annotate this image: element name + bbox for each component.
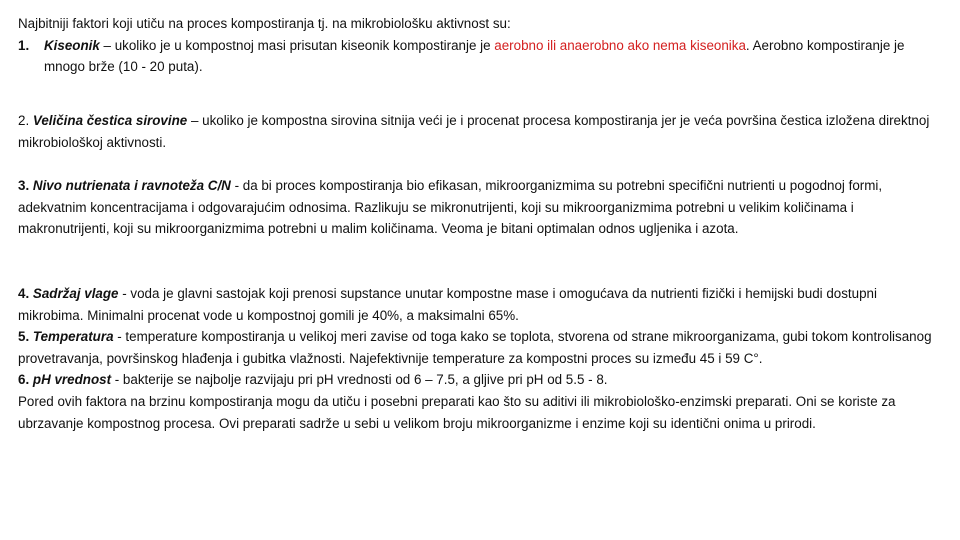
intro-heading: Najbitniji faktori koji utiču na proces kompostiranja tj. na mikrobiološku aktivnost su: [18,16,511,31]
item-number: 6. [18,372,30,388]
factors-block [18,283,938,434]
item-term: Veličina čestica sirovine [32,113,188,128]
item-number: 4. [18,286,30,301]
item-number: 2. [18,113,30,128]
highlight-text: aerobno ili anaerobno ako nema kiseonika [494,37,746,53]
closing-paragraph: Pored ovih faktora na brzinu kompostiranja mogu da utiču i posebni preparati kao što su aditivi ili mikrobiološko-enzimski preparati. Oni se koriste za ubrzavanje kompostnog procesa. Ovi preparati sadrže u sebi u velikom broju mikroorganizme i enzime koji su identični onima u prirodi. [18,393,896,431]
item-velicina-cestica [18,110,938,153]
item-kiseonik [18,35,938,78]
item-text: – ukoliko je u kompostnoj masi prisutan kiseonik kompostiranje je [99,37,495,53]
item-number: 5. [18,329,30,345]
item-text: - da bi proces kompostiranja bio efikasan, mikroorganizmima su potrebni specifični nutrienti u pogodnoj formi, adekvatnim koncentracijama i odgovarajućim odnosima. Razlikuju se mikronutrijenti, koji su mikroorganizmima potrebni u velikim količinama i makronutrijenti, koji su mikroorganizmima potrebni u malim količinama. Veoma je bitani optimalan odnos ugljenika i azota. [18,178,883,237]
item-term: pH vrednost [32,372,112,388]
item-term: Nivo nutrienata i ravnoteža C/N [32,178,231,193]
intro-block [18,13,938,78]
item-term: Kiseonik [44,37,100,53]
item-temperatura [18,326,938,369]
item-text: - voda je glavni sastojak koji prenosi supstance unutar kompostne mase i omogućava da nutrienti fizički i hemijski budi dostupni mikrobima. Minimalni procenat vode u kompostnoj gomili je 40%, a maksimalni 65%. [18,286,877,323]
item-text: - bakterije se najbolje razvijaju pri pH vrednosti od 6 – 7.5, a gljive pri pH od 5.5 - 8. [111,372,608,388]
item-term: Sadržaj vlage [32,286,119,301]
item-text: – ukoliko je kompostna sirovina sitnija veći je i procenat procesa kompostiranja jer je veća površina čestica izložena direktnoj mikrobiološkoj aktivnosti. [18,113,930,150]
item-ph [18,369,938,391]
item-term: Temperatura [32,329,114,345]
item-vlaga [18,283,938,326]
item-number: 3. [18,178,30,193]
item-nutrienti [18,175,938,240]
item-text: - temperature kompostiranja u velikoj meri zavise od toga kako se toplota, stvorena od strane mikroorganizama, gubi tokom kontrolisanog provetravanja, površinskog hlađenja i gubitka vlažnosti. Najefektivnije temperature za kompostni proces su između 45 i 59 C°. [18,329,932,366]
item-text: . Aerobno kompostiranje je mnogo brže (10 - 20 puta). [44,37,905,75]
item-number: 1. [18,37,30,53]
